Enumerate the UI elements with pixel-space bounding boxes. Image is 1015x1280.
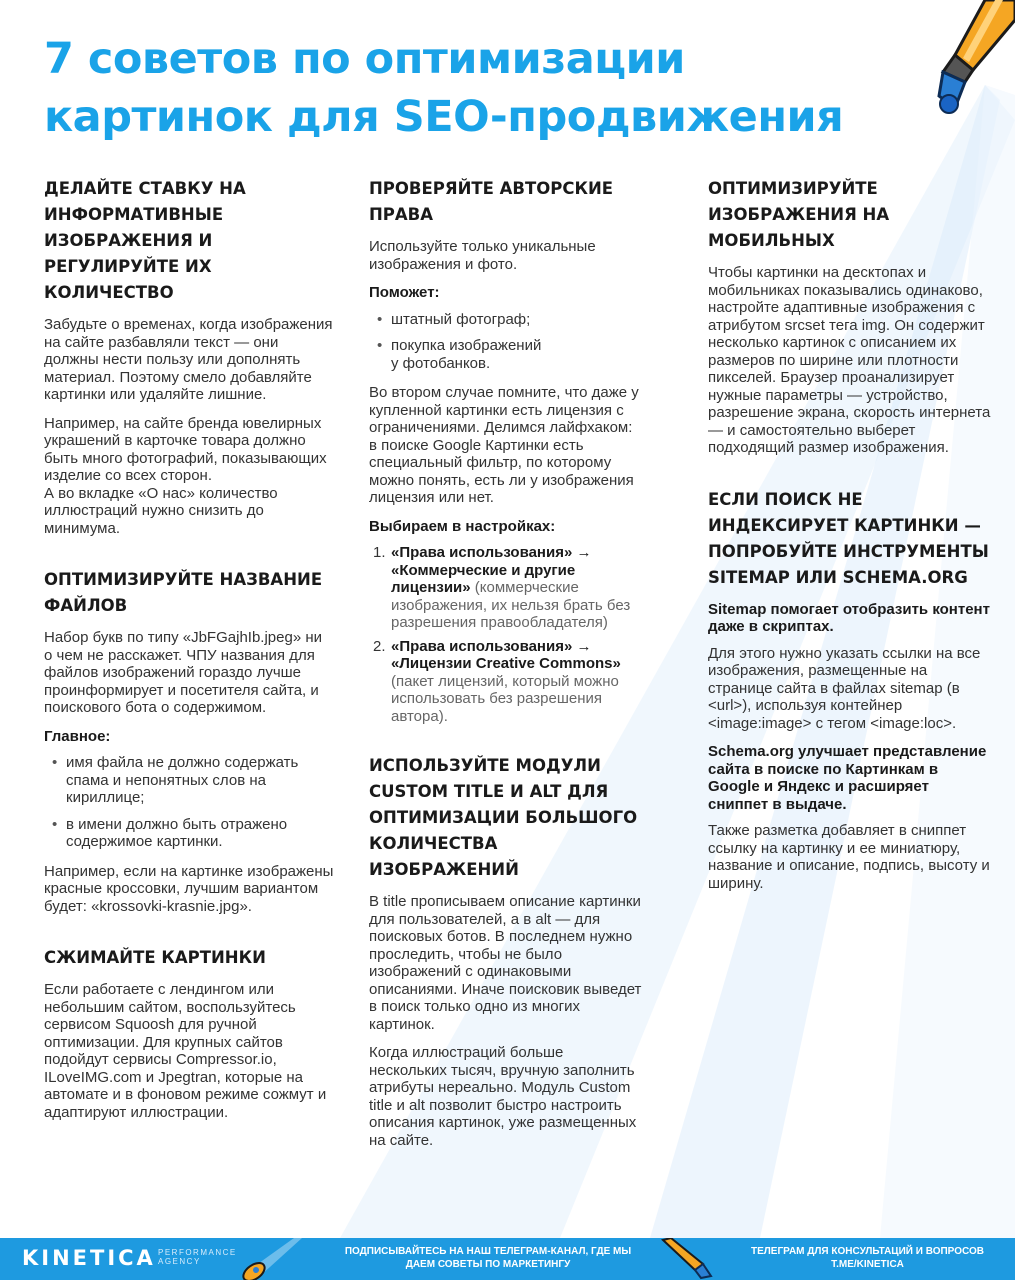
column-left (44, 176, 334, 1143)
tip-file-names (44, 567, 334, 915)
paragraph: Во втором случае помните, что даже у купленной картинки есть лицензия с ограничениями. Делимся лайфхаком: в поиске Google Картинки есть специальный фильтр, по которому можно понять, есть ли у изображения лицензия или нет. (369, 384, 639, 506)
section-heading: ОПТИМИЗИРУЙТЕ ИЗОБРАЖЕНИЯ НА МОБИЛЬНЫХ (708, 179, 890, 250)
list-item: • покупка изображений у фотобанков. (377, 337, 542, 372)
section-heading: ЕСЛИ ПОИСК НЕ ИНДЕКСИРУЕТ КАРТИНКИ — ПОПРОБУЙТЕ ИНСТРУМЕНТЫ SITEMAP ИЛИ SCHEMA.ORG (708, 489, 989, 587)
label-settings: Выбираем в настройках: (369, 517, 556, 535)
bullet-icon: • (52, 754, 58, 771)
column-right (708, 176, 993, 914)
label-helps: Поможет: (369, 284, 440, 301)
tip-sitemap-schema (708, 487, 993, 893)
paragraph: Также разметка добавляет в сниппет ссылку на картинку и ее миниатюру, название и описание, подпись, высоту и ширину. (708, 822, 990, 892)
bullet-list (369, 311, 644, 373)
section-heading: ИСПОЛЬЗУЙТЕ МОДУЛИ CUSTOM TITLE И ALT ДЛЯ ОПТИМИЗАЦИИ БОЛЬШОГО КОЛИЧЕСТВА ИЗОБРАЖЕНИЙ (369, 756, 638, 879)
bullet-icon: • (377, 337, 383, 354)
tip-informative-images (44, 176, 334, 537)
paragraph: Забудьте о временах, когда изображения на сайте разбавляли текст — они должны нести пользу или дополнять материал. Поэтому смело добавляйте картинки или удаляйте лишние. (44, 316, 333, 403)
bullet-icon: • (52, 815, 58, 833)
telegram-consult-link[interactable]: ТЕЛЕГРАМ ДЛЯ КОНСУЛЬТАЦИЙ И ВОПРОСОВ T.ME/KINETICA (751, 1246, 984, 1270)
numbered-list (369, 544, 644, 725)
paragraph: Используйте только уникальные изображения и фото. (369, 238, 596, 273)
bold-paragraph: Schema.org улучшает представление сайта в поиске по Картинкам в Google и Яндекс и расширяет сниппет в выдаче. (708, 743, 987, 813)
paragraph: Набор букв по типу «JbFGajhIb.jpeg» ни о чем не расскажет. ЧПУ названия для файлов изображений гораздо лучше проинформирует и посетителя сайта, и поискового бота о содержимом. (44, 629, 322, 716)
brand-tagline: PERFORMANCE AGENCY (158, 1248, 237, 1266)
paragraph: Например, на сайте бренда ювелирных украшений в карточке товара должно быть много фотографий, показывающих изделие со всех сторон. А во вкладке «О нас» количество иллюстраций нужно снизить до минимума. (44, 414, 327, 537)
tip-mobile-images (708, 176, 993, 457)
list-item: • в имени должно быть отражено содержимое картинки. (52, 815, 288, 850)
section-heading: ДЕЛАЙТЕ СТАВКУ НА ИНФОРМАТИВНЫЕ ИЗОБРАЖЕНИЯ И РЕГУЛИРУЙТЕ ИХ КОЛИЧЕСТВО (44, 179, 246, 302)
list-item: 2. «Права использования» → «Лицензии Creative Commons» (пакет лицензий, который можно использовать без разрешения автора). (373, 637, 621, 725)
kinetica-logo[interactable]: KINETICA (22, 1246, 156, 1270)
column-middle (369, 176, 644, 1171)
telegram-channel-link[interactable]: ПОДПИСЫВАЙТЕСЬ НА НАШ ТЕЛЕГРАМ-КАНАЛ, ГДЕ МЫ ДАЕМ СОВЕТЫ ПО МАРКЕТИНГУ (344, 1246, 632, 1270)
paragraph: Например, если на картинке изображены красные кроссовки, лучшим вариантом будет: «krossovki-krasnie.jpg». (44, 862, 334, 915)
tip-copyright (369, 176, 644, 725)
list-item: • штатный фотограф; (377, 310, 531, 328)
pen-icon (655, 1238, 715, 1280)
section-heading: ОПТИМИЗИРУЙТЕ НАЗВАНИЕ ФАЙЛОВ (44, 570, 323, 615)
section-heading: СЖИМАЙТЕ КАРТИНКИ (44, 948, 266, 967)
tip-title-alt-modules (369, 753, 644, 1149)
bullet-list (44, 754, 334, 851)
page-title: 7 советов по оптимизации картинок для SEO-продвижения (44, 34, 844, 142)
bold-paragraph: Sitemap помогает отобразить контент даже в скриптах. (708, 600, 990, 635)
list-item: • имя файла не должно содержать спама и непонятных слов на кириллице; (52, 754, 299, 806)
fountain-pen-icon (925, 0, 1015, 120)
label-main: Главное: (44, 727, 111, 745)
rocket-icon (232, 1238, 302, 1280)
list-item: 1. «Права использования» → «Коммерческие и другие лицензии» (коммерческие изображения, их нельзя брать без разрешения правообладателя) (373, 544, 631, 631)
paragraph: Когда иллюстраций больше нескольких тысяч, вручную заполнить атрибуты нереально. Модуль Custom title и alt позволит быстро настроить описания картинок, уже размещенных на сайте. (369, 1044, 637, 1149)
paragraph: Чтобы картинки на десктопах и мобильниках показывались одинаково, настройте адаптивные изображения с атрибутом srcset тега img. Он содержит несколько картинок с описанием их размеров по ширине или плотности пикселей. Браузер проанализирует нужные параметры — устройство, разрешение экрана, скорость интернета — и самостоятельно выберет подходящий размер изображения. (708, 264, 991, 456)
bullet-icon: • (377, 310, 383, 328)
tip-compress-images (44, 945, 334, 1121)
paragraph: Для этого нужно указать ссылки на все изображения, размещенные на странице сайта в файлах sitemap (в <url>), используя контейнер <image:image> с тегом <image:loc>. (708, 644, 981, 732)
footer-bar (0, 1238, 1015, 1280)
paragraph: Если работаете с лендингом или небольшим сайтом, воспользуйтесь сервисом Squoosh для ручной оптимизации. Для крупных сайтов подойдут сервисы Compressor.io, ILoveIMG.com и Jpegtran, которые на автомате и в фоновом режиме сожмут и адаптируют иллюстрации. (44, 981, 327, 1121)
paragraph: В title прописываем описание картинки для пользователей, а в alt — для поисковых ботов. В последнем нужно проследить, чтобы не было изображений с одинаковыми описаниями. Иначе поисковик выведет в поиск только одно из многих картинок. (369, 893, 642, 1033)
section-heading: ПРОВЕРЯЙТЕ АВТОРСКИЕ ПРАВА (369, 179, 614, 224)
